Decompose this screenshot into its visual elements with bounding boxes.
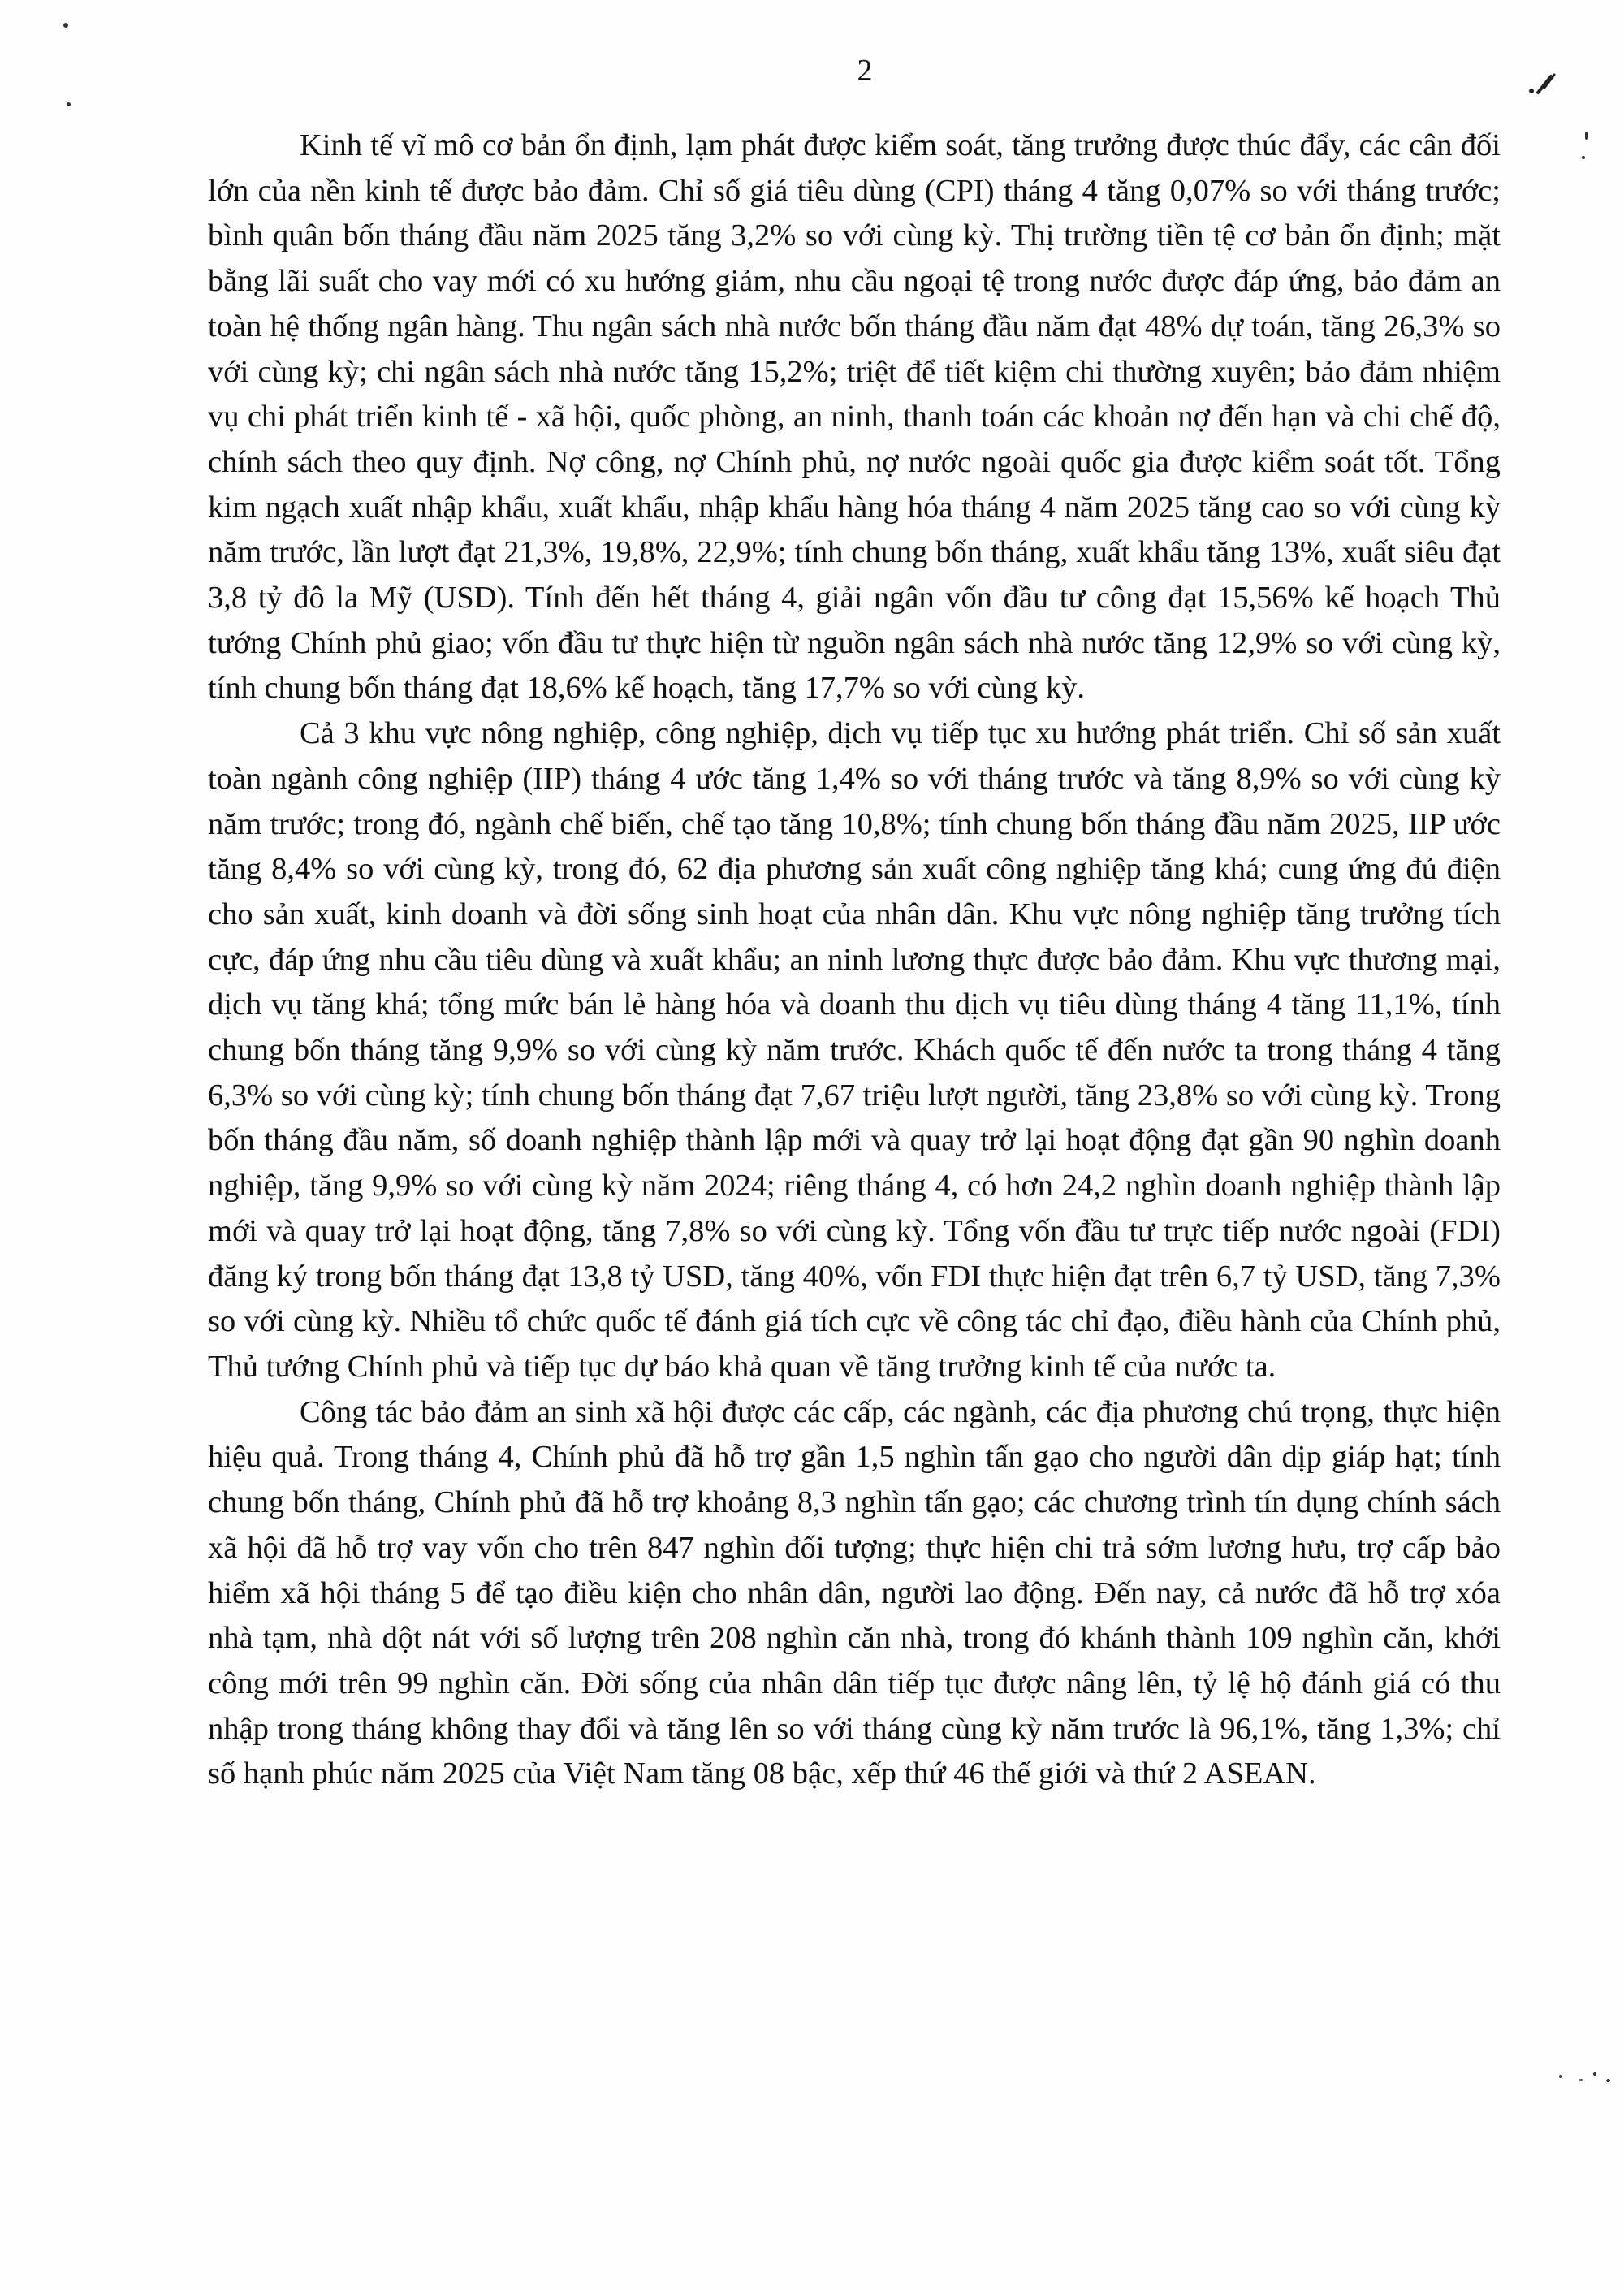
page-number: 2	[857, 54, 873, 88]
paragraph-macroeconomy: Kinh tế vĩ mô cơ bản ổn định, lạm phát được kiểm soát, tăng trưởng được thúc đẩy, các cân đối lớn của nền kinh tế được bảo đảm. Chỉ số giá tiêu dùng (CPI) tháng 4 tăng 0,07% so với tháng trước; bình quân bốn tháng đầu năm 2025 tăng 3,2% so với cùng kỳ. Thị trường tiền tệ cơ bản ổn định; mặt bằng lãi suất cho vay mới có xu hướng giảm, nhu cầu ngoại tệ trong nước được đáp ứng, bảo đảm an toàn hệ thống ngân hàng. Thu ngân sách nhà nước bốn tháng đầu năm đạt 48% dự toán, tăng 26,3% so với cùng kỳ; chi ngân sách nhà nước tăng 15,2%; triệt để tiết kiệm chi thường xuyên; bảo đảm nhiệm vụ chi phát triển kinh tế - xã hội, quốc phòng, an ninh, thanh toán các khoản nợ đến hạn và chi chế độ, chính sách theo quy định. Nợ công, nợ Chính phủ, nợ nước ngoài quốc gia được kiểm soát tốt. Tổng kim ngạch xuất nhập khẩu, xuất khẩu, nhập khẩu hàng hóa tháng 4 năm 2025 tăng cao so với cùng kỳ năm trước, lần lượt đạt 21,3%, 19,8%, 22,9%; tính chung bốn tháng, xuất khẩu tăng 13%, xuất siêu đạt 3,8 tỷ đô la Mỹ (USD). Tính đến hết tháng 4, giải ngân vốn đầu tư công đạt 15,56% kế hoạch Thủ tướng Chính phủ giao; vốn đầu tư thực hiện từ nguồn ngân sách nhà nước tăng 12,9% so với cùng kỳ, tính chung bốn tháng đạt 18,6% kế hoạch, tăng 17,7% so với cùng kỳ.	[208, 128, 1501, 706]
paragraph-sectors: Cả 3 khu vực nông nghiệp, công nghiệp, dịch vụ tiếp tục xu hướng phát triển. Chỉ số sản xuất toàn ngành công nghiệp (IIP) tháng 4 ước tăng 1,4% so với tháng trước và tăng 8,9% so với cùng kỳ năm trước; trong đó, ngành chế biến, chế tạo tăng 10,8%; tính chung bốn tháng đầu năm 2025, IIP ước tăng 8,4% so với cùng kỳ, trong đó, 62 địa phương sản xuất công nghiệp tăng khá; cung ứng đủ điện cho sản xuất, kinh doanh và đời sống sinh hoạt của nhân dân. Khu vực nông nghiệp tăng trưởng tích cực, đáp ứng nhu cầu tiêu dùng và xuất khẩu; an ninh lương thực được bảo đảm. Khu vực thương mại, dịch vụ tăng khá; tổng mức bán lẻ hàng hóa và doanh thu dịch vụ tiêu dùng tháng 4 tăng 11,1%, tính chung bốn tháng tăng 9,9% so với cùng kỳ năm trước. Khách quốc tế đến nước ta trong tháng 4 tăng 6,3% so với cùng kỳ; tính chung bốn tháng đạt 7,67 triệu lượt người, tăng 23,8% so với cùng kỳ. Trong bốn tháng đầu năm, số doanh nghiệp thành lập mới và quay trở lại hoạt động đạt gần 90 nghìn doanh nghiệp, tăng 9,9% so với cùng kỳ năm 2024; riêng tháng 4, có hơn 24,2 nghìn doanh nghiệp thành lập mới và quay trở lại hoạt động, tăng 7,8% so với cùng kỳ. Tổng vốn đầu tư trực tiếp nước ngoài (FDI) đăng ký trong bốn tháng đạt 13,8 tỷ USD, tăng 40%, vốn FDI thực hiện đạt trên 6,7 tỷ USD, tăng 7,3% so với cùng kỳ. Nhiều tổ chức quốc tế đánh giá tích cực về công tác chỉ đạo, điều hành của Chính phủ, Thủ tướng Chính phủ và tiếp tục dự báo khả quan về tăng trưởng kinh tế của nước ta.	[208, 716, 1501, 1384]
scan-speck	[1559, 2075, 1562, 2078]
document-body	[208, 123, 1501, 1797]
scan-speck	[1585, 132, 1588, 140]
scan-speck	[63, 23, 68, 28]
scan-speck	[1606, 2079, 1610, 2082]
scan-speck	[67, 102, 71, 106]
paragraph-social-security: Công tác bảo đảm an sinh xã hội được các cấp, các ngành, các địa phương chú trọng, thực hiện hiệu quả. Trong tháng 4, Chính phủ đã hỗ trợ gần 1,5 nghìn tấn gạo cho người dân dịp giáp hạt; tính chung bốn tháng, Chính phủ đã hỗ trợ khoảng 8,3 nghìn tấn gạo; các chương trình tín dụng chính sách xã hội đã hỗ trợ vay vốn cho trên 847 nghìn đối tượng; thực hiện chi trả sớm lương hưu, trợ cấp bảo hiểm xã hội tháng 5 để tạo điều kiện cho nhân dân, người lao động. Đến nay, cả nước đã hỗ trợ xóa nhà tạm, nhà dột nát với số lượng trên 208 nghìn căn nhà, trong đó khánh thành 109 nghìn căn, khởi công mới trên 99 nghìn căn. Đời sống của nhân dân tiếp tục được nâng lên, tỷ lệ hộ đánh giá có thu nhập trong tháng không thay đổi và tăng lên so với tháng cùng kỳ năm trước là 96,1%, tăng 1,3%; chỉ số hạnh phúc năm 2025 của Việt Nam tăng 08 bậc, xếp thứ 46 thế giới và thứ 2 ASEAN.	[208, 1394, 1501, 1791]
scan-speck	[1593, 2072, 1596, 2076]
scan-speck	[1579, 2079, 1583, 2081]
scan-speck	[1582, 156, 1585, 159]
